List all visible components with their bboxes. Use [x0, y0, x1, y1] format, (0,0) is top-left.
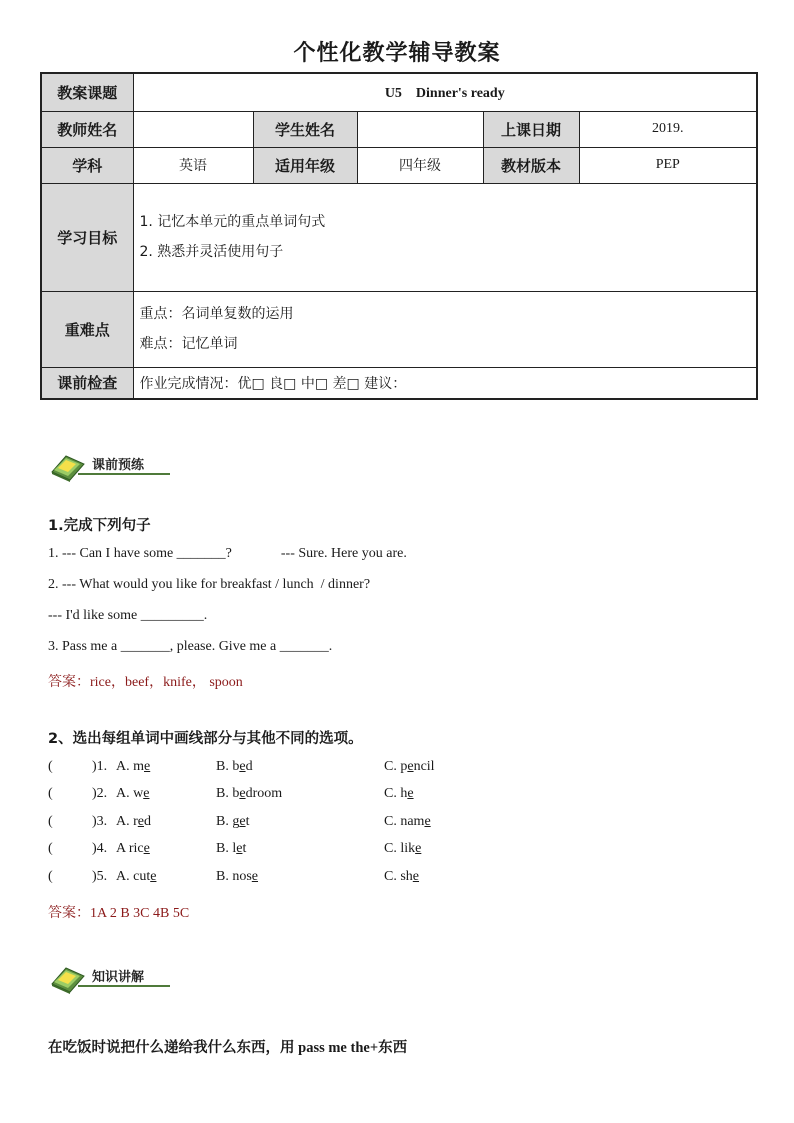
underlined-letter: e: [137, 814, 144, 829]
option-text: )4.: [92, 841, 108, 856]
page-title: 个性化教学辅导教案: [293, 41, 501, 66]
option-text: )3.: [92, 814, 108, 829]
heading-underline: [78, 985, 170, 987]
option-text: B. nos: [216, 869, 252, 884]
option-text: A. r: [116, 814, 138, 829]
option-c: [384, 841, 421, 857]
option-row: [48, 759, 768, 779]
answer-value: 1A 2 B 3C 4B 5C: [90, 906, 190, 921]
section-heading-knowledge: [48, 962, 172, 994]
option-b: [216, 759, 253, 775]
option-text: d: [245, 759, 253, 774]
focus-cell: [133, 291, 757, 367]
underlined-letter: e: [407, 759, 414, 774]
underlined-letter: e: [239, 786, 246, 801]
option-text: B. l: [216, 841, 237, 856]
heading-underline: [78, 473, 170, 475]
option-text: )5.: [92, 869, 108, 884]
goals-label: 学习目标: [41, 183, 133, 291]
option-text: B. b: [216, 759, 240, 774]
option-text: C. p: [384, 759, 408, 774]
answer-label: 答案：: [48, 674, 90, 690]
option-text: A ric: [116, 841, 144, 856]
option-c: [384, 786, 414, 802]
book-stack-icon: [48, 450, 88, 482]
underlined-letter: e: [144, 759, 151, 774]
option-b: [216, 814, 249, 830]
subject-value: 英语: [133, 147, 253, 183]
option-text: C. nam: [384, 814, 425, 829]
option-text: A. cut: [116, 869, 151, 884]
question-2-title: 2、选出每组单词中画线部分与其他不同的选项。: [48, 731, 363, 747]
underlined-letter: e: [412, 869, 420, 884]
underlined-letter: e: [424, 814, 431, 829]
option-text: A. m: [116, 759, 144, 774]
option-text: ncil: [413, 759, 435, 774]
knowledge-text-cn: 在吃饭时说把什么递给我什么东西，用: [48, 1040, 295, 1056]
question-1-title: 1.完成下列句子: [48, 518, 151, 534]
option-a: [116, 869, 156, 885]
option-text: (: [48, 869, 53, 884]
underlined-letter: e: [143, 841, 150, 856]
question-line: --- I'd like some _________.: [48, 608, 208, 623]
option-text: (: [48, 814, 53, 829]
underlined-letter: e: [150, 869, 157, 884]
option-text: B. b: [216, 786, 240, 801]
book-stack-icon: [48, 962, 88, 994]
question-line: 1. --- Can I have some _______? --- Sure. Here you are.: [48, 546, 407, 561]
section-heading-label: 知识讲解: [92, 970, 145, 985]
option-text: droom: [245, 786, 283, 801]
option-a: [116, 786, 149, 802]
answer-2: [48, 902, 189, 922]
option-a: [116, 759, 150, 775]
date-label: 上课日期: [483, 111, 579, 147]
goal-item: 2. 熟悉并灵活使用句子: [139, 244, 284, 260]
underlined-letter: e: [236, 841, 243, 856]
topic-value: U5 Dinner's ready: [133, 73, 757, 111]
option-row: [48, 814, 768, 834]
question-number: [92, 841, 107, 857]
option-row: [48, 786, 768, 806]
option-a: [116, 814, 151, 830]
underlined-letter: e: [415, 841, 422, 856]
option-text: (: [48, 841, 53, 856]
answer-bracket: [48, 869, 53, 885]
teacher-label: 教师姓名: [41, 111, 133, 147]
answer-value: rice，beef，knife， spoon: [90, 675, 243, 690]
option-text: C. lik: [384, 841, 416, 856]
goals-cell: [133, 183, 757, 291]
option-b: [216, 841, 246, 857]
option-text: C. sh: [384, 869, 413, 884]
option-b: [216, 786, 282, 802]
check-value: 作业完成情况：优□ 良□ 中□ 差□ 建议：: [133, 367, 757, 399]
focus-item: 重点：名词单复数的运用: [139, 306, 294, 322]
option-b: [216, 869, 258, 885]
option-text: A. w: [116, 786, 144, 801]
option-c: [384, 869, 419, 885]
goal-item: 1. 记忆本单元的重点单词句式: [139, 214, 326, 230]
option-text: )2.: [92, 786, 108, 801]
question-line: 2. --- What would you like for breakfast / lunch / dinner?: [48, 577, 371, 592]
answer-bracket: [48, 814, 53, 830]
option-text: t: [245, 814, 250, 829]
focus-item: 难点：记忆单词: [139, 336, 238, 352]
option-text: C. h: [384, 786, 408, 801]
answer-bracket: [48, 841, 53, 857]
option-text: (: [48, 759, 53, 774]
underlined-letter: e: [251, 869, 259, 884]
question-line: 3. Pass me a _______, please. Give me a _______.: [48, 639, 333, 654]
grade-value: 四年级: [357, 147, 483, 183]
teacher-value: [133, 111, 253, 147]
focus-label: 重难点: [41, 291, 133, 367]
option-a: [116, 841, 150, 857]
option-text: t: [242, 841, 247, 856]
underlined-letter: e: [239, 814, 246, 829]
date-value: 2019.: [579, 111, 757, 147]
subject-label: 学科: [41, 147, 133, 183]
option-row: [48, 841, 768, 861]
knowledge-text-cn2: 东西: [378, 1040, 408, 1056]
edition-value: PEP: [579, 147, 757, 183]
edition-label: 教材版本: [483, 147, 579, 183]
question-number: [92, 869, 107, 885]
option-c: [384, 814, 431, 830]
lesson-info-table: [40, 72, 758, 400]
answer-label: 答案：: [48, 905, 90, 921]
student-value: [357, 111, 483, 147]
question-number: [92, 814, 107, 830]
answer-bracket: [48, 759, 53, 775]
grade-label: 适用年级: [253, 147, 357, 183]
check-label: 课前检查: [41, 367, 133, 399]
student-label: 学生姓名: [253, 111, 357, 147]
option-text: B. g: [216, 814, 240, 829]
option-text: (: [48, 786, 53, 801]
knowledge-text-en: pass me the+: [294, 1040, 379, 1056]
question-number: [92, 759, 107, 775]
answer-bracket: [48, 786, 53, 802]
section-heading-label: 课前预练: [92, 458, 145, 473]
section-heading-preview: [48, 450, 172, 482]
option-text: )1.: [92, 759, 108, 774]
knowledge-text: [48, 1036, 407, 1057]
topic-label: 教案课题: [41, 73, 133, 111]
underlined-letter: e: [407, 786, 414, 801]
question-number: [92, 786, 107, 802]
underlined-letter: e: [239, 759, 246, 774]
answer-1: [48, 671, 243, 691]
option-text: d: [144, 814, 151, 829]
option-row: [48, 869, 768, 889]
option-c: [384, 759, 435, 775]
underlined-letter: e: [143, 786, 150, 801]
